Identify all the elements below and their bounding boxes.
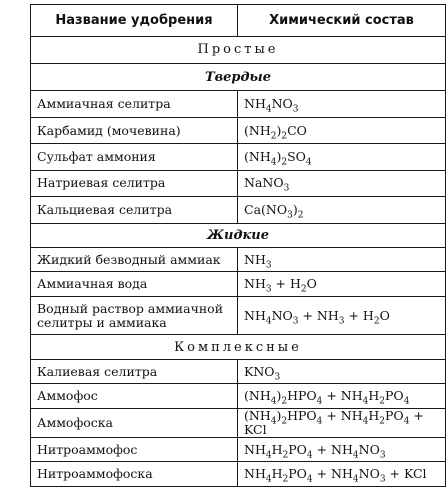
fertilizer-name: Кальциевая селитра	[31, 197, 238, 223]
formula-subscript: 2	[281, 396, 288, 407]
section-complex-row	[31, 335, 446, 359]
formula-text: NO	[358, 466, 380, 482]
table-body	[31, 5, 446, 487]
formula-subscript: 2	[281, 157, 288, 168]
formula-subscript: 4	[352, 450, 359, 461]
chemical-formula	[238, 91, 446, 117]
formula-text: + NH	[298, 307, 339, 323]
formula-text: )	[276, 387, 282, 403]
formula-text: + NH	[312, 466, 353, 482]
table-row	[31, 197, 446, 223]
formula-subscript: 2	[270, 131, 277, 142]
formula-text: + NH	[322, 407, 363, 423]
formula-text: )	[276, 407, 282, 423]
table-row	[31, 359, 446, 383]
fertilizer-name: Нитроаммофоска	[31, 462, 238, 487]
formula-text: (NH	[244, 407, 271, 423]
formula-subscript: 4	[362, 416, 369, 427]
formula-text: O	[306, 276, 317, 292]
formula-text: + KCl	[244, 407, 424, 437]
formula-subscript: 2	[282, 474, 289, 485]
section-solid-row	[31, 63, 446, 90]
formula-subscript: 4	[265, 316, 272, 327]
formula-subscript: 3	[265, 260, 272, 271]
chemical-formula	[238, 197, 446, 223]
formula-text: )	[292, 201, 298, 217]
fertilizer-name: Аммофос	[31, 384, 238, 408]
section-simple: Простые	[31, 36, 446, 63]
formula-text: HPO	[287, 387, 317, 403]
formula-subscript: 3	[287, 210, 293, 221]
table-row	[31, 462, 446, 487]
table-row	[31, 117, 446, 143]
chemical-formula	[238, 248, 446, 272]
formula-subscript: 4	[352, 474, 359, 485]
formula-subscript: 3	[265, 284, 272, 295]
chemical-formula	[238, 438, 446, 462]
formula-text: )	[276, 122, 282, 138]
fertilizer-name: Калиевая селитра	[31, 359, 238, 383]
chemical-formula	[238, 170, 446, 196]
formula-text: H	[271, 466, 283, 482]
table-row	[31, 170, 446, 196]
fertilizer-name: Нитроаммофос	[31, 438, 238, 462]
formula-text: CO	[287, 122, 307, 138]
formula-text: NO	[358, 441, 380, 457]
chemical-formula	[238, 462, 446, 487]
formula-subscript: 2	[282, 450, 289, 461]
fertilizer-name: Натриевая селитра	[31, 170, 238, 196]
fertilizer-name: Водный раствор аммиачной селитры и аммиака	[31, 296, 238, 335]
section-liquid-row	[31, 223, 446, 247]
formula-text: + H	[271, 276, 301, 292]
header-name: Название удобрения	[31, 5, 238, 37]
fertilizer-name: Аммиачная селитра	[31, 91, 238, 117]
chemical-formula	[238, 296, 446, 335]
formula-subscript: 4	[270, 157, 277, 168]
formula-text: SO	[287, 149, 306, 165]
formula-subscript: 2	[379, 416, 386, 427]
fertilizer-name: Аммиачная вода	[31, 272, 238, 296]
formula-text: + NH	[312, 441, 353, 457]
formula-subscript: 4	[270, 416, 277, 427]
chemical-formula	[238, 408, 446, 437]
formula-text: NH	[244, 307, 266, 323]
formula-text: (NH	[244, 149, 271, 165]
formula-subscript: 4	[265, 104, 272, 115]
table-row	[31, 438, 446, 462]
table-row	[31, 248, 446, 272]
formula-subscript: 2	[281, 131, 288, 142]
section-solid: Твердые	[31, 63, 446, 90]
chemical-formula	[238, 384, 446, 408]
formula-text: (NH	[244, 122, 271, 138]
formula-subscript: 3	[274, 372, 281, 382]
formula-subscript: 4	[305, 157, 312, 168]
formula-subscript: 4	[316, 416, 323, 427]
formula-subscript: 2	[297, 210, 304, 221]
formula-text: NO	[271, 96, 293, 112]
formula-subscript: 2	[373, 316, 380, 327]
formula-subscript: 2	[281, 416, 288, 427]
formula-text: PO	[385, 407, 404, 423]
formula-text: H	[368, 387, 380, 403]
formula-text: (NH	[244, 387, 271, 403]
formula-subscript: 4	[403, 416, 410, 427]
formula-text: H	[271, 441, 283, 457]
formula-text: O	[379, 307, 390, 323]
fertilizer-name: Карбамид (мочевина)	[31, 117, 238, 143]
chemical-formula	[238, 359, 446, 383]
chemical-formula	[238, 272, 446, 296]
section-simple-row	[31, 36, 446, 63]
formula-text: PO	[385, 387, 404, 403]
formula-text: NH	[244, 96, 266, 112]
table-row	[31, 296, 446, 335]
formula-subscript: 4	[316, 396, 323, 407]
formula-text: Ca(NO	[244, 201, 288, 217]
formula-subscript: 3	[379, 450, 386, 461]
formula-subscript: 3	[292, 104, 299, 115]
formula-subscript: 4	[362, 396, 369, 407]
section-complex: Комплексные	[31, 335, 446, 359]
formula-text: NaNO	[244, 175, 284, 191]
fertilizer-table	[30, 4, 446, 487]
formula-text: HPO	[287, 407, 317, 423]
formula-text: NO	[271, 307, 293, 323]
formula-text: + KCl	[385, 466, 427, 482]
chemical-formula	[238, 117, 446, 143]
formula-subscript: 3	[283, 183, 290, 194]
table-row	[31, 144, 446, 170]
formula-subscript: 4	[403, 396, 410, 407]
table-row	[31, 91, 446, 117]
formula-text: NH	[244, 441, 266, 457]
section-liquid: Жидкие	[31, 223, 446, 247]
fertilizer-name: Жидкий безводный аммиак	[31, 248, 238, 272]
formula-subscript: 4	[306, 450, 313, 461]
header-composition: Химический состав	[238, 5, 446, 37]
formula-subscript: 4	[306, 474, 313, 485]
chemical-formula	[238, 144, 446, 170]
table-row	[31, 408, 446, 437]
formula-subscript: 4	[265, 450, 272, 461]
formula-text: KNO	[244, 363, 275, 379]
fertilizer-name: Аммофоска	[31, 408, 238, 437]
formula-text: + NH	[322, 387, 363, 403]
formula-text: NH	[244, 466, 266, 482]
formula-subscript: 4	[270, 396, 277, 407]
formula-subscript: 3	[379, 474, 386, 485]
formula-text: )	[276, 149, 282, 165]
formula-subscript: 4	[265, 474, 272, 485]
fertilizer-name: Сульфат аммония	[31, 144, 238, 170]
table-row	[31, 384, 446, 408]
formula-text: NH	[244, 276, 266, 292]
formula-subscript: 3	[338, 316, 345, 327]
formula-text: PO	[288, 466, 307, 482]
formula-subscript: 2	[300, 284, 307, 295]
formula-subscript: 2	[379, 396, 386, 407]
formula-subscript: 3	[292, 316, 299, 327]
header-row	[31, 5, 446, 37]
formula-text: + H	[344, 307, 374, 323]
formula-text: NH	[244, 251, 266, 267]
formula-text: H	[368, 407, 380, 423]
formula-text: PO	[288, 441, 307, 457]
table-row	[31, 272, 446, 296]
